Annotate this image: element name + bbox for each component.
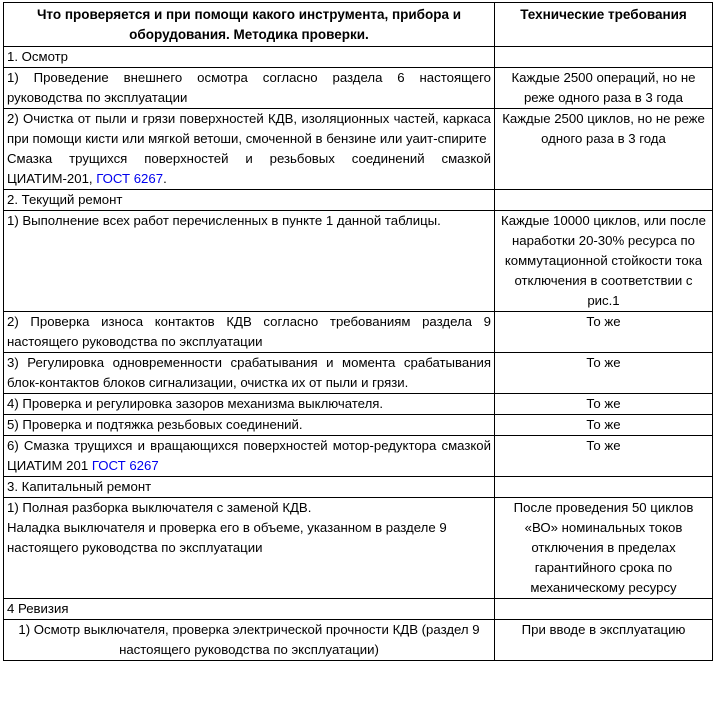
maintenance-table (3, 2, 713, 661)
procedure-text: 1) Полная разборка выключателя с заменой КДВ. (7, 500, 312, 515)
procedure-text: Наладка выключателя и проверка его в объеме, указанном в разделе 9 настоящего руководства по эксплуатации (7, 520, 447, 555)
procedure-cell: 4) Проверка и регулировка зазоров механизма выключателя. (4, 394, 495, 415)
section-empty-cell (495, 599, 713, 620)
procedure-text: Смазка трущихся поверхностей и резьбовых соединений смазкой ЦИАТИМ-201, ГОСТ 6267. (7, 151, 491, 186)
section-row (4, 190, 713, 211)
procedure-cell: 5) Проверка и подтяжка резьбовых соединений. (4, 415, 495, 436)
table-row (4, 394, 713, 415)
section-title: 4 Ревизия (4, 599, 495, 620)
requirement-cell: Каждые 2500 операций, но не реже одного раза в 3 года (495, 68, 713, 109)
procedure-cell: 3) Регулировка одновременности срабатывания и момента срабатывания блок-контактов блоков сигнализации, очистка их от пыли и грязи. (4, 353, 495, 394)
table-row (4, 415, 713, 436)
requirement-cell: То же (495, 436, 713, 477)
header-row (4, 3, 713, 47)
section-empty-cell (495, 47, 713, 68)
procedure-cell: 1) Проведение внешнего осмотра согласно раздела 6 настоящего руководства по эксплуатации (4, 68, 495, 109)
requirement-cell: При вводе в эксплуатацию (495, 620, 713, 661)
procedure-cell: 2) Проверка износа контактов КДВ согласно требованиям раздела 9 настоящего руководства по эксплуатации (4, 312, 495, 353)
gost-link[interactable]: ГОСТ 6267 (91, 458, 159, 473)
table-row (4, 109, 713, 190)
table-row (4, 68, 713, 109)
table-row (4, 353, 713, 394)
section-row (4, 47, 713, 68)
section-empty-cell (495, 190, 713, 211)
requirement-cell: То же (495, 394, 713, 415)
procedure-cell (4, 498, 495, 599)
procedure-cell: 1) Осмотр выключателя, проверка электрической прочности КДВ (раздел 9 настоящего руководства по эксплуатации) (4, 620, 495, 661)
table-row (4, 498, 713, 599)
table-row (4, 211, 713, 312)
procedure-cell: 6) Смазка трущихся и вращающихся поверхностей мотор-редуктора смазкой ЦИАТИМ 201 ГОСТ 6267 (4, 436, 495, 477)
requirement-cell: Каждые 10000 циклов, или после наработки 20-30% ресурса по коммутационной стойкости тока отключения в соответствии с рис.1 (495, 211, 713, 312)
section-row (4, 599, 713, 620)
procedure-text: 2) Очистка от пыли и грязи поверхностей КДВ, изоляционных частей, каркаса при помощи кисти или мягкой ветоши, смоченной в бензине или уаит-спирите (7, 111, 491, 146)
section-row (4, 477, 713, 498)
procedure-cell (4, 109, 495, 190)
requirement-cell: То же (495, 312, 713, 353)
procedure-cell: 1) Выполнение всех работ перечисленных в пункте 1 данной таблицы. (4, 211, 495, 312)
gost-link[interactable]: ГОСТ 6267 (96, 171, 164, 186)
header-requirements: Технические требования (495, 3, 713, 47)
section-title: 2. Текущий ремонт (4, 190, 495, 211)
section-empty-cell (495, 477, 713, 498)
section-title: 1. Осмотр (4, 47, 495, 68)
table-row (4, 620, 713, 661)
table-row (4, 312, 713, 353)
requirement-cell: Каждые 2500 циклов, но не реже одного раза в 3 года (495, 109, 713, 190)
requirement-cell: После проведения 50 циклов «ВО» номинальных токов отключения в пределах гарантийного срока по механическому ресурсу (495, 498, 713, 599)
section-title: 3. Капитальный ремонт (4, 477, 495, 498)
table-row (4, 436, 713, 477)
header-method: Что проверяется и при помощи какого инструмента, прибора и оборудования. Методика проверки. (4, 3, 495, 47)
requirement-cell: То же (495, 353, 713, 394)
requirement-cell: То же (495, 415, 713, 436)
